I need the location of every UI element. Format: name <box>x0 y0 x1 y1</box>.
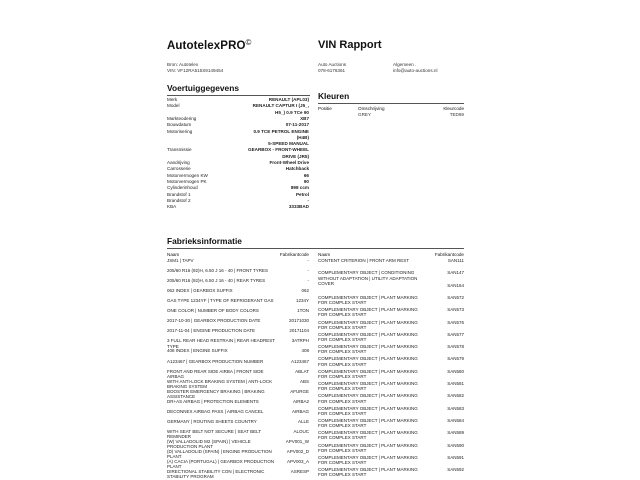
factory-left-code: ALLE <box>297 418 309 424</box>
factory-left-code: - <box>307 258 309 263</box>
factory-right-name: COMPLEMENTARY OBJECT | PLANT MARKING FOR COMPLEX START <box>318 442 418 453</box>
factory-right-name: COMPLEMENTARY OBJECT | PLANT MARKING FOR COMPLEX START <box>318 307 418 318</box>
vehicle-label: Bouwdatum <box>167 122 192 128</box>
factory-right-code: SAN592 <box>447 467 464 473</box>
factory-left-code: 3ATRPH <box>291 338 309 344</box>
factory-left-code: AIRBAG <box>291 408 309 414</box>
vehicle-value: 3333BAD <box>288 204 309 210</box>
factory-right-name: CONTENT CRITERION | FRONT ARM REST <box>318 258 410 263</box>
factory-right-name: COMPLEMENTARY OBJECT | PLANT MARKING FOR COMPLEX START <box>318 319 418 330</box>
factory-right-name: COMPLEMENTARY OBJECT | PLANT MARKING FOR COMPLEX START <box>318 393 418 404</box>
vehicle-heading: Voertuiggegevens <box>167 83 239 93</box>
factory-left-name: DIRECTIONAL STABILITY CON | ELECTRONIC STABILITY PROGRAM <box>167 469 265 480</box>
factory-right-name: COMPLEMENTARY OBJECT | CONDITIONING WITHOUT ADAPTATION | UTILITY ADAPTATION COVER <box>318 270 418 286</box>
vehicle-value: (H4B) <box>296 134 309 140</box>
factory-right-code: SAN577 <box>447 331 464 337</box>
factory-left-code: ABLAT <box>295 368 309 374</box>
factory-left-code: ASRESP <box>290 469 309 475</box>
factory-col-name-left: Naam <box>167 252 180 257</box>
factory-left-name: BOOSTER EMERGENCY BRAKING | BRAKING ASSISTANCE <box>167 388 265 399</box>
vehicle-value: XB7 <box>300 115 309 121</box>
factory-right-code: SAN580 <box>447 368 464 374</box>
source-text: Bron: Autotelex <box>167 62 199 67</box>
factory-left-name: 062 INDEX | GEARBOX SUFFIX <box>167 288 233 294</box>
factory-left-name: GERMANY | ROUTING SHEETS COUNTRY <box>167 418 257 424</box>
vehicle-value: 66 <box>303 172 309 178</box>
factory-left-code: 1TON <box>297 308 309 314</box>
factory-left-name: (D) VALLADOLID (SPAIN) | ENGINE PRODUCTION PLANT <box>167 448 272 460</box>
vehicle-value: 0.9 TCE PETROL ENGINE <box>253 128 309 134</box>
factory-left-name: DR+AS AIRBAG | PROTECTION ELEMENTS <box>167 398 259 404</box>
vehicle-value: 90 <box>303 178 309 184</box>
factory-left-name: 205/60 R16 (92)H, 6.50 J 16 - 40 | FRONT TYRES <box>167 268 269 274</box>
factory-right-name: COMPLEMENTARY OBJECT | PLANT MARKING FOR COMPLEX START <box>318 331 418 342</box>
factory-right-code: SAN579 <box>447 356 464 362</box>
colors-divider <box>318 103 464 104</box>
factory-left-code: APV002_D <box>286 448 309 454</box>
factory-left-name: FRONT AND REAR SIDE AIRBA | FRONT SIDE AIRBAG <box>167 368 264 379</box>
vehicle-value: - <box>307 197 309 203</box>
factory-left-name: A123467 | GEARBOX PRODUCTION NUMBER <box>167 358 264 364</box>
vehicle-label: Motorisering <box>167 128 193 134</box>
company-name: Auto Auctions <box>318 62 347 67</box>
factory-right-name: COMPLEMENTARY OBJECT | PLANT MARKING FOR COMPLEX START <box>318 356 418 367</box>
colors-heading: Kleuren <box>318 91 350 101</box>
factory-left-name: WITH SEAT BELT NOT SECURE | SEAT BELT REMINDER <box>167 428 261 440</box>
general-label: Algemeen . <box>393 62 417 67</box>
vehicle-value: H5_) 0.9 TCe 90 <box>275 109 309 115</box>
vehicle-value: DRIVE (JR5) <box>282 153 309 159</box>
factory-col-code-left: Fabrikantcode <box>279 252 309 257</box>
factory-right-code: SAN576 <box>447 319 464 325</box>
factory-right-code: SAN589 <box>447 430 464 436</box>
vin-text: VIN: VF12RA515S9149454 <box>167 68 224 73</box>
factory-left-code: 1234Y <box>295 298 309 304</box>
factory-col-name-right: Naam <box>318 252 331 257</box>
vehicle-label: Transmissie <box>167 147 192 153</box>
factory-left-code: - <box>307 278 309 284</box>
factory-left-name: 2017-11-04 | ENGINE PRODUCTION DATE <box>167 328 256 334</box>
factory-right-code: SAN578 <box>447 344 464 350</box>
brand-title: AutotelexPRO© <box>167 38 252 52</box>
copyright-mark: © <box>245 38 252 47</box>
factory-left-code: A123467 <box>290 358 309 364</box>
factory-left-name: DECONNEX AIRBAG PASS | AIRBAG CANCEL <box>167 408 264 414</box>
factory-left-name: WITH ANTI-LOCK BRAKING SYSTEM | ANTI-LOCK BRAKING SYSTEM <box>167 378 273 389</box>
factory-divider <box>167 248 464 249</box>
vehicle-label: KBA <box>167 204 177 210</box>
factory-left-code: APV003_A <box>286 459 309 464</box>
factory-right-code: SAN572 <box>447 294 464 300</box>
factory-left-code: 20171030 <box>288 318 309 324</box>
factory-right-code: SAN111 <box>447 258 464 263</box>
vehicle-label: Motorvermogen PK <box>167 178 207 184</box>
factory-right-code: SAN164 <box>447 282 464 288</box>
factory-right-name: COMPLEMENTARY OBJECT | PLANT MARKING FOR COMPLEX START <box>318 417 418 429</box>
vehicle-value: 07-11-2017 <box>285 122 309 128</box>
factory-left-code: 062 <box>301 288 309 294</box>
color-code: TED69 <box>449 112 464 117</box>
vehicle-label: Markteodering <box>167 115 197 121</box>
vehicle-label: Brandstof 1 <box>167 191 191 197</box>
vehicle-label: Carrosserie <box>167 166 191 172</box>
vehicle-value: RENAULT (APL03) <box>268 97 309 102</box>
factory-left-code: AFURGE <box>290 388 309 394</box>
colors-col-code: Kleurcode <box>443 106 464 111</box>
factory-left-code: APV001_W <box>285 438 309 444</box>
vehicle-value: 898 ccm <box>290 185 309 191</box>
factory-left-name: 3 FULL REAR HEAD RESTRAIN | REAR HEADREST TYPE <box>167 338 275 349</box>
vehicle-label: Cylinderinhoud <box>167 185 198 191</box>
report-title: VIN Rapport <box>318 39 382 51</box>
vehicle-value: Hatchback <box>285 166 309 172</box>
vehicle-label: Brandstof 2 <box>167 197 191 203</box>
vehicle-value: Front-Wheel Drive <box>269 160 309 165</box>
factory-right-code: SAN591 <box>447 454 464 460</box>
factory-left-name: 2017-10-30 | GEARBOX PRODUCTION DATE <box>167 318 261 324</box>
factory-left-name: ONE COLOR | NUMBER OF BODY COLORS <box>167 308 259 314</box>
factory-heading: Fabrieksinformatie <box>167 236 242 246</box>
color-description: GREY <box>358 112 372 117</box>
factory-col-code-right: Fabrikantcode <box>434 252 464 257</box>
factory-right-code: SAN147 <box>447 270 464 276</box>
factory-left-name: 205/60 R16 (92)H, 6.50 J 16 - 40 | REAR TYRES <box>167 278 266 284</box>
factory-left-code: ALOUC <box>293 428 309 434</box>
vehicle-label: Motorvermogen KW <box>167 172 208 178</box>
factory-left-name: (A) CACIA (PORTUGAL) | GEARBOX PRODUCTION PLANT <box>167 459 275 470</box>
vehicle-label: Aandrijving <box>167 160 190 165</box>
factory-right-name: COMPLEMENTARY OBJECT | PLANT MARKING FOR COMPLEX START <box>318 368 418 379</box>
factory-right-name: COMPLEMENTARY OBJECT | PLANT MARKING FOR COMPLEX START <box>318 381 418 392</box>
factory-right-name: COMPLEMENTARY OBJECT | PLANT MARKING FOR COMPLEX START <box>318 405 418 416</box>
factory-right-code: SAN581 <box>447 381 464 386</box>
factory-right-code: SAN584 <box>447 417 464 423</box>
factory-right-name: COMPLEMENTARY OBJECT | PLANT MARKING FOR COMPLEX START <box>318 467 418 478</box>
colors-col-description: Omschrijving <box>358 106 385 111</box>
vehicle-value: GEARBOX - FRONT-WHEEL <box>248 147 309 153</box>
factory-right-code: SAN583 <box>447 405 464 411</box>
factory-right-name: COMPLEMENTARY OBJECT | PLANT MARKING FOR COMPLEX START <box>318 344 418 355</box>
vehicle-label: Merk <box>167 97 178 102</box>
factory-left-name: GAS TYPE 1234YF | TYPE OF REFRIGERANT GAS <box>167 298 274 304</box>
factory-left-name: (W) VALLADOLID M2 (SPAIN) | VEHICLE PRODUCTION PLANT <box>167 438 251 450</box>
factory-right-code: SAN573 <box>447 307 464 313</box>
factory-right-code: SAN582 <box>447 393 464 399</box>
factory-left-name: JSM1 | TAPV <box>167 258 194 263</box>
vehicle-value: RENAULT CAPTUR I (J5_, <box>252 103 309 109</box>
factory-left-code: 408 <box>301 348 309 354</box>
factory-right-name: COMPLEMENTARY OBJECT | PLANT MARKING FOR COMPLEX START <box>318 430 418 441</box>
factory-left-name: 408 INDEX | ENGINE SUFFIX <box>167 348 228 354</box>
factory-left-code: AIRBA2 <box>292 398 309 404</box>
company-email: info@auto-auctions.nl <box>393 68 438 73</box>
factory-right-code: SAN590 <box>447 442 464 448</box>
factory-right-name: COMPLEMENTARY OBJECT | PLANT MARKING FOR COMPLEX START <box>318 454 418 465</box>
factory-right-name: COMPLEMENTARY OBJECT | PLANT MARKING FOR COMPLEX START <box>318 294 418 306</box>
vehicle-value: Petrol <box>295 191 309 197</box>
vehicle-divider <box>167 95 310 96</box>
factory-left-code: - <box>307 268 309 274</box>
factory-left-code: 20171104 <box>289 328 309 334</box>
colors-col-position: Positie <box>318 106 332 111</box>
company-phone: 078-6176361 <box>318 68 346 73</box>
factory-left-code: ABS <box>299 378 309 384</box>
vehicle-label: Model <box>167 103 180 109</box>
vehicle-value: 5-SPEED MANUAL <box>268 141 309 147</box>
